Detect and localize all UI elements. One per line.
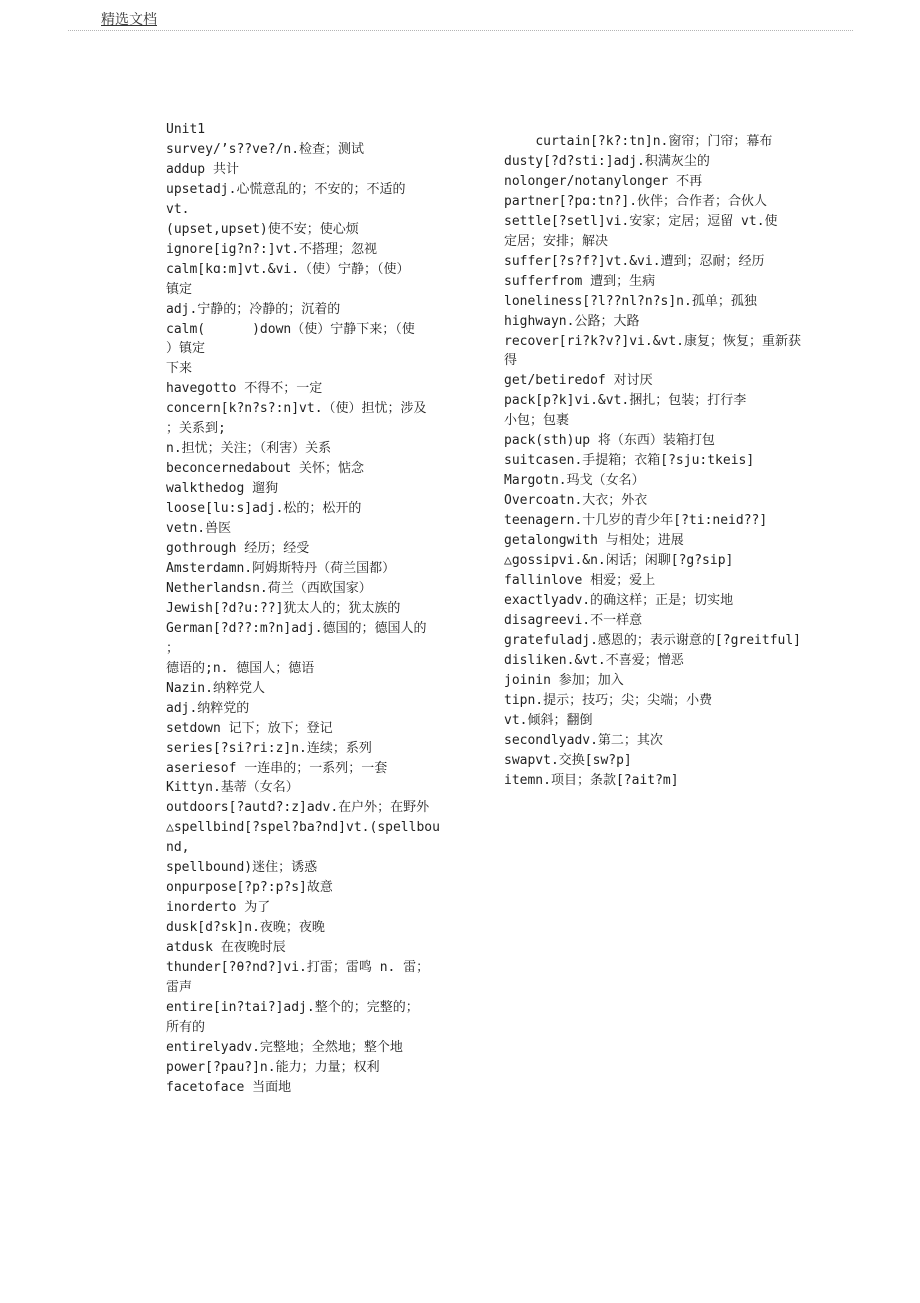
vocab-line: sufferfrom 遭到；生病 — [504, 273, 656, 289]
vocab-line: spellbound)迷住；诱惑 — [166, 860, 318, 876]
vocab-line: adj.宁静的；冷静的；沉着的 — [166, 301, 341, 317]
vocab-line: walkthedog 遛狗 — [166, 481, 279, 497]
vocab-line: vt.倾斜；翻倒 — [504, 712, 593, 728]
header-divider — [68, 30, 853, 31]
vocab-line: series[?si?ri:z]n.连续；系列 — [166, 740, 372, 756]
vocab-line: recover[ri?k?v?]vi.&vt.康复；恢复；重新获 — [504, 333, 802, 349]
vocab-line: swapvt.交换[sw?p] — [504, 752, 632, 768]
vocab-line: n.担忧；关注；（利害）关系 — [166, 441, 332, 457]
vocab-line: 德语的;n. 德国人；德语 — [166, 660, 315, 676]
vocab-column-right — [504, 132, 826, 790]
vocab-line: 下来 — [166, 361, 193, 377]
vocab-line: ）镇定 — [166, 341, 206, 357]
vocab-line: thunder[?θ?nd?]vi.打雷；雷鸣 n. 雷； — [166, 960, 430, 976]
vocab-line: fallinlove 相爱；爱上 — [504, 572, 656, 588]
vocab-line: vetn.兽医 — [166, 521, 232, 537]
vocab-line: Amsterdamn.阿姆斯特丹（荷兰国都） — [166, 560, 396, 576]
vocab-line: power[?pau?]n.能力；力量；权利 — [166, 1059, 380, 1075]
vocab-line: 定居；安排；解决 — [504, 233, 609, 249]
vocab-line: ；关系到; — [166, 421, 226, 437]
vocab-line: 所有的 — [166, 1019, 206, 1035]
vocab-line: Netherlandsn.荷兰（西欧国家） — [166, 580, 372, 596]
vocab-line: aseriesof 一连串的；一系列；一套 — [166, 760, 388, 776]
vocab-line: beconcernedabout 关怀；惦念 — [166, 461, 365, 477]
vocab-line: get/betiredof 对讨厌 — [504, 373, 653, 389]
vocab-line: pack[p?k]vi.&vt.捆扎；包装；打行李 — [504, 393, 747, 409]
vocab-line: calm( )down（使）宁静下来；（使 — [166, 321, 415, 337]
vocab-line: (upset,upset)使不安；使心烦 — [166, 221, 359, 237]
vocab-column-left — [166, 120, 448, 1098]
vocab-line: Nazin.纳粹党人 — [166, 680, 265, 696]
vocab-line: entirelyadv.完整地；全然地；整个地 — [166, 1039, 403, 1055]
vocab-line: inorderto 为了 — [166, 900, 271, 916]
vocab-line: setdown 记下；放下；登记 — [166, 720, 333, 736]
vocab-line: nolonger/notanylonger 不再 — [504, 173, 703, 189]
vocab-line: 雷声 — [166, 979, 193, 995]
vocab-line: loose[lu:s]adj.松的；松开的 — [166, 501, 362, 517]
vocab-line: teenagern.十几岁的青少年[?ti:neid??] — [504, 513, 768, 529]
vocab-line: entire[in?tai?]adj.整个的；完整的； — [166, 999, 419, 1015]
vocab-line: 得 — [504, 353, 518, 369]
vocab-line: onpurpose[?p?:p?s]故意 — [166, 880, 333, 896]
vocab-line: calm[kɑ:m]vt.&vi.（使）宁静；（使） — [166, 261, 410, 277]
vocab-line: nd, — [166, 840, 190, 856]
vocab-line: △spellbind[?spel?ba?nd]vt.(spellbou — [166, 820, 440, 836]
vocab-line: △gossipvi.&n.闲话；闲聊[?g?sip] — [504, 553, 734, 569]
vocab-line: secondlyadv.第二；其次 — [504, 732, 663, 748]
vocab-line: exactlyadv.的确这样；正是；切实地 — [504, 592, 734, 608]
vocab-line: German[?d??:m?n]adj.德国的；德国人的 — [166, 620, 427, 636]
vocab-line: atdusk 在夜晚时辰 — [166, 940, 286, 956]
vocab-line: tipn.提示；技巧；尖；尖端；小费 — [504, 692, 713, 708]
vocab-line: suitcasen.手提箱；衣箱[?sju:tkeis] — [504, 453, 755, 469]
vocab-line: Kittyn.基蒂（女名） — [166, 780, 299, 796]
vocab-line: disliken.&vt.不喜爱；憎恶 — [504, 652, 684, 668]
vocab-line: vt. — [166, 201, 190, 217]
vocab-line: dusk[d?sk]n.夜晚；夜晚 — [166, 920, 325, 936]
vocab-line: pack(sth)up 将（东西）装箱打包 — [504, 433, 715, 449]
vocab-line: gothrough 经历；经受 — [166, 541, 310, 557]
vocab-line: highwayn.公路；大路 — [504, 313, 640, 329]
vocab-line: 小包；包裹 — [504, 413, 570, 429]
vocab-line: facetoface 当面地 — [166, 1079, 292, 1095]
vocab-line: upsetadj.心慌意乱的；不安的；不适的 — [166, 181, 406, 197]
vocab-line: loneliness[?l??nl?n?s]n.孤单；孤独 — [504, 293, 757, 309]
vocab-line: addup 共计 — [166, 161, 239, 177]
vocab-line: 镇定 — [166, 281, 193, 297]
page-header-label: 精选文档 — [101, 12, 157, 28]
vocab-line: concern[k?n?s?:n]vt.（使）担忧；涉及 — [166, 401, 427, 417]
vocab-line: suffer[?s?f?]vt.&vi.遭到；忍耐；经历 — [504, 253, 765, 269]
vocab-line: Jewish[?d?u:??]犹太人的；犹太族的 — [166, 600, 401, 616]
vocab-line: settle[?setl]vi.安家；定居；逗留 vt.使 — [504, 213, 778, 229]
vocab-line: Margotn.玛戈（女名） — [504, 473, 645, 489]
vocab-line: survey/’s??ve?/n.检查；测试 — [166, 141, 365, 157]
vocab-line: ； — [166, 640, 180, 656]
vocab-line: adj.纳粹党的 — [166, 700, 250, 716]
vocab-line: disagreevi.不一样意 — [504, 612, 643, 628]
vocab-line: curtain[?k?:tn]n.窗帘；门帘；幕布 — [504, 134, 773, 149]
vocab-line: Overcoatn.大衣；外衣 — [504, 493, 648, 509]
vocab-line: partner[?pɑ:tn?].伙伴；合作者；合伙人 — [504, 193, 768, 209]
vocab-line: getalongwith 与相处；进展 — [504, 533, 684, 549]
vocab-line: Unit1 — [166, 122, 206, 137]
vocab-line: dusty[?d?sti:]adj.积满灰尘的 — [504, 153, 710, 169]
vocab-line: joinin 参加；加入 — [504, 672, 624, 688]
vocab-line: outdoors[?autd?:z]adv.在户外；在野外 — [166, 800, 430, 816]
vocab-line: gratefuladj.感恩的；表示谢意的[?greitful] — [504, 632, 802, 648]
vocab-line: havegotto 不得不；一定 — [166, 381, 323, 397]
vocab-line: ignore[ig?n?:]vt.不搭理；忽视 — [166, 241, 378, 257]
vocab-line: itemn.项目；条款[?ait?m] — [504, 772, 679, 788]
